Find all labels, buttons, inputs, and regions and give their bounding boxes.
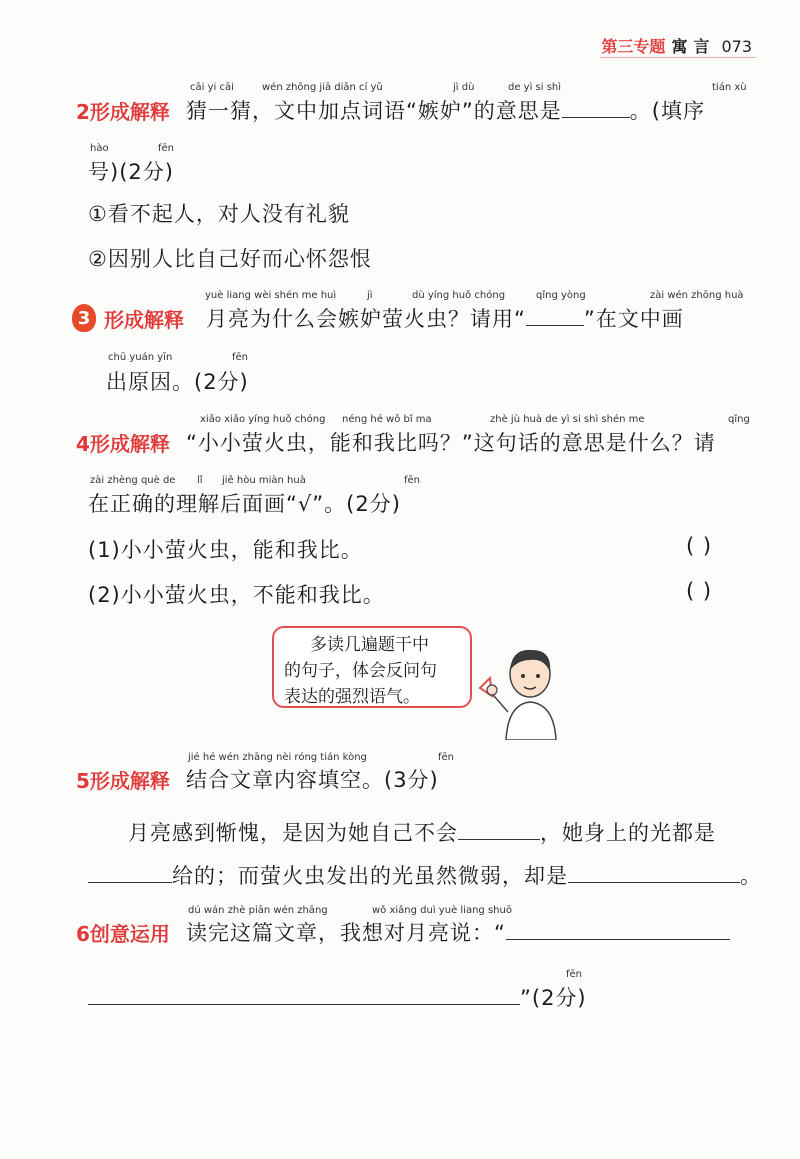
question-text: 读完这篇文章，我想对月亮说：“	[186, 917, 730, 947]
question-tag: 6创意运用	[76, 922, 170, 946]
question-tag: 2形成解释	[76, 100, 170, 124]
pinyin: dú wán zhè piān wén zhāng	[188, 905, 328, 916]
question-text: 结合文章内容填空。(3分)	[186, 768, 439, 792]
pinyin: de yì si shì	[508, 82, 562, 93]
answer-parentheses[interactable]: ( )	[686, 534, 713, 558]
header-divider	[600, 57, 756, 58]
question-text: 出原因。(2分)	[106, 370, 249, 394]
question-tag: 形成解释	[104, 308, 184, 332]
section-title: 寓言	[671, 37, 716, 56]
topic-label: 第三专题	[601, 37, 666, 56]
question-text: 在正确的理解后面画“√”。(2分)	[88, 492, 401, 516]
pinyin: néng hé wǒ bǐ ma	[342, 414, 432, 425]
pinyin: wén zhōng jiā diǎn cí yǔ	[262, 82, 383, 93]
answer-blank[interactable]	[88, 1004, 520, 1005]
question-tag: 5形成解释	[76, 769, 170, 793]
tip-line: 表达的强烈语气。	[284, 687, 420, 707]
question-number-badge: 3	[72, 304, 96, 332]
question-text: ”(2分)	[88, 982, 587, 1012]
pinyin: fēn	[438, 752, 455, 763]
pinyin: cāi yi cāi	[190, 82, 234, 93]
pinyin: chū yuán yīn	[108, 352, 173, 363]
pinyin: jiě hòu miàn huà	[222, 475, 306, 486]
option: ②因别人比自己好而心怀怨恨	[88, 247, 372, 271]
option: ①看不起人，对人没有礼貌	[88, 202, 350, 226]
pinyin: fēn	[566, 969, 583, 980]
pinyin: jié hé wén zhāng nèi róng tián kòng	[188, 752, 367, 763]
question-text: 月亮为什么会嫉妒萤火虫？请用“ ”在文中画	[206, 307, 684, 331]
pinyin: jì	[367, 290, 373, 301]
answer-blank[interactable]	[88, 882, 172, 883]
page-header	[601, 34, 752, 57]
pinyin: wǒ xiǎng duì yuè liang shuō	[372, 905, 512, 916]
fill-in-text: 月亮感到惭愧，是因为她自己不会 ，她身上的光都是	[128, 821, 716, 845]
pinyin: jì dù	[453, 82, 475, 93]
option: (2)小小萤火虫，不能和我比。	[88, 583, 385, 607]
page-number: 073	[721, 37, 752, 56]
pinyin: qǐng yòng	[536, 290, 586, 301]
answer-parentheses[interactable]: ( )	[686, 579, 713, 603]
pinyin: lǐ	[197, 475, 203, 486]
answer-blank[interactable]	[562, 117, 630, 118]
pinyin: zài wén zhōng huà	[650, 290, 744, 301]
pinyin: tián xù	[712, 82, 747, 93]
question-text: 号)(2分)	[88, 160, 174, 184]
pinyin: fēn	[404, 475, 421, 486]
tip-line: 多读几遍题干中	[310, 635, 429, 655]
answer-blank[interactable]	[568, 882, 740, 883]
question-tag: 4形成解释	[76, 432, 170, 456]
answer-blank[interactable]	[526, 325, 584, 326]
tip-line: 的句子，体会反问句	[284, 661, 437, 681]
pinyin: zài zhèng què de	[90, 475, 176, 486]
fill-in-text: 给的；而萤火虫发出的光虽然微弱，却是 。	[88, 860, 762, 890]
pinyin: xiǎo xiǎo yíng huǒ chóng	[200, 414, 326, 425]
pinyin: fēn	[158, 143, 175, 154]
pinyin: dù yíng huǒ chóng	[412, 290, 506, 301]
answer-blank[interactable]	[458, 839, 540, 840]
answer-blank[interactable]	[506, 939, 730, 940]
boy-illustration	[478, 640, 578, 740]
pinyin: yuè liang wèi shén me huì	[205, 290, 337, 301]
option: (1)小小萤火虫，能和我比。	[88, 538, 363, 562]
question-text: “小小萤火虫，能和我比吗？”这句话的意思是什么？请	[186, 431, 716, 455]
question-text: 猜一猜，文中加点词语“嫉妒”的意思是 。(填序	[186, 99, 705, 123]
pinyin: hào	[90, 143, 109, 154]
tip-bubble	[272, 626, 472, 708]
pinyin: fēn	[232, 352, 249, 363]
pinyin: zhè jù huà de yì si shì shén me	[490, 414, 645, 425]
pinyin: qǐng	[728, 414, 750, 425]
